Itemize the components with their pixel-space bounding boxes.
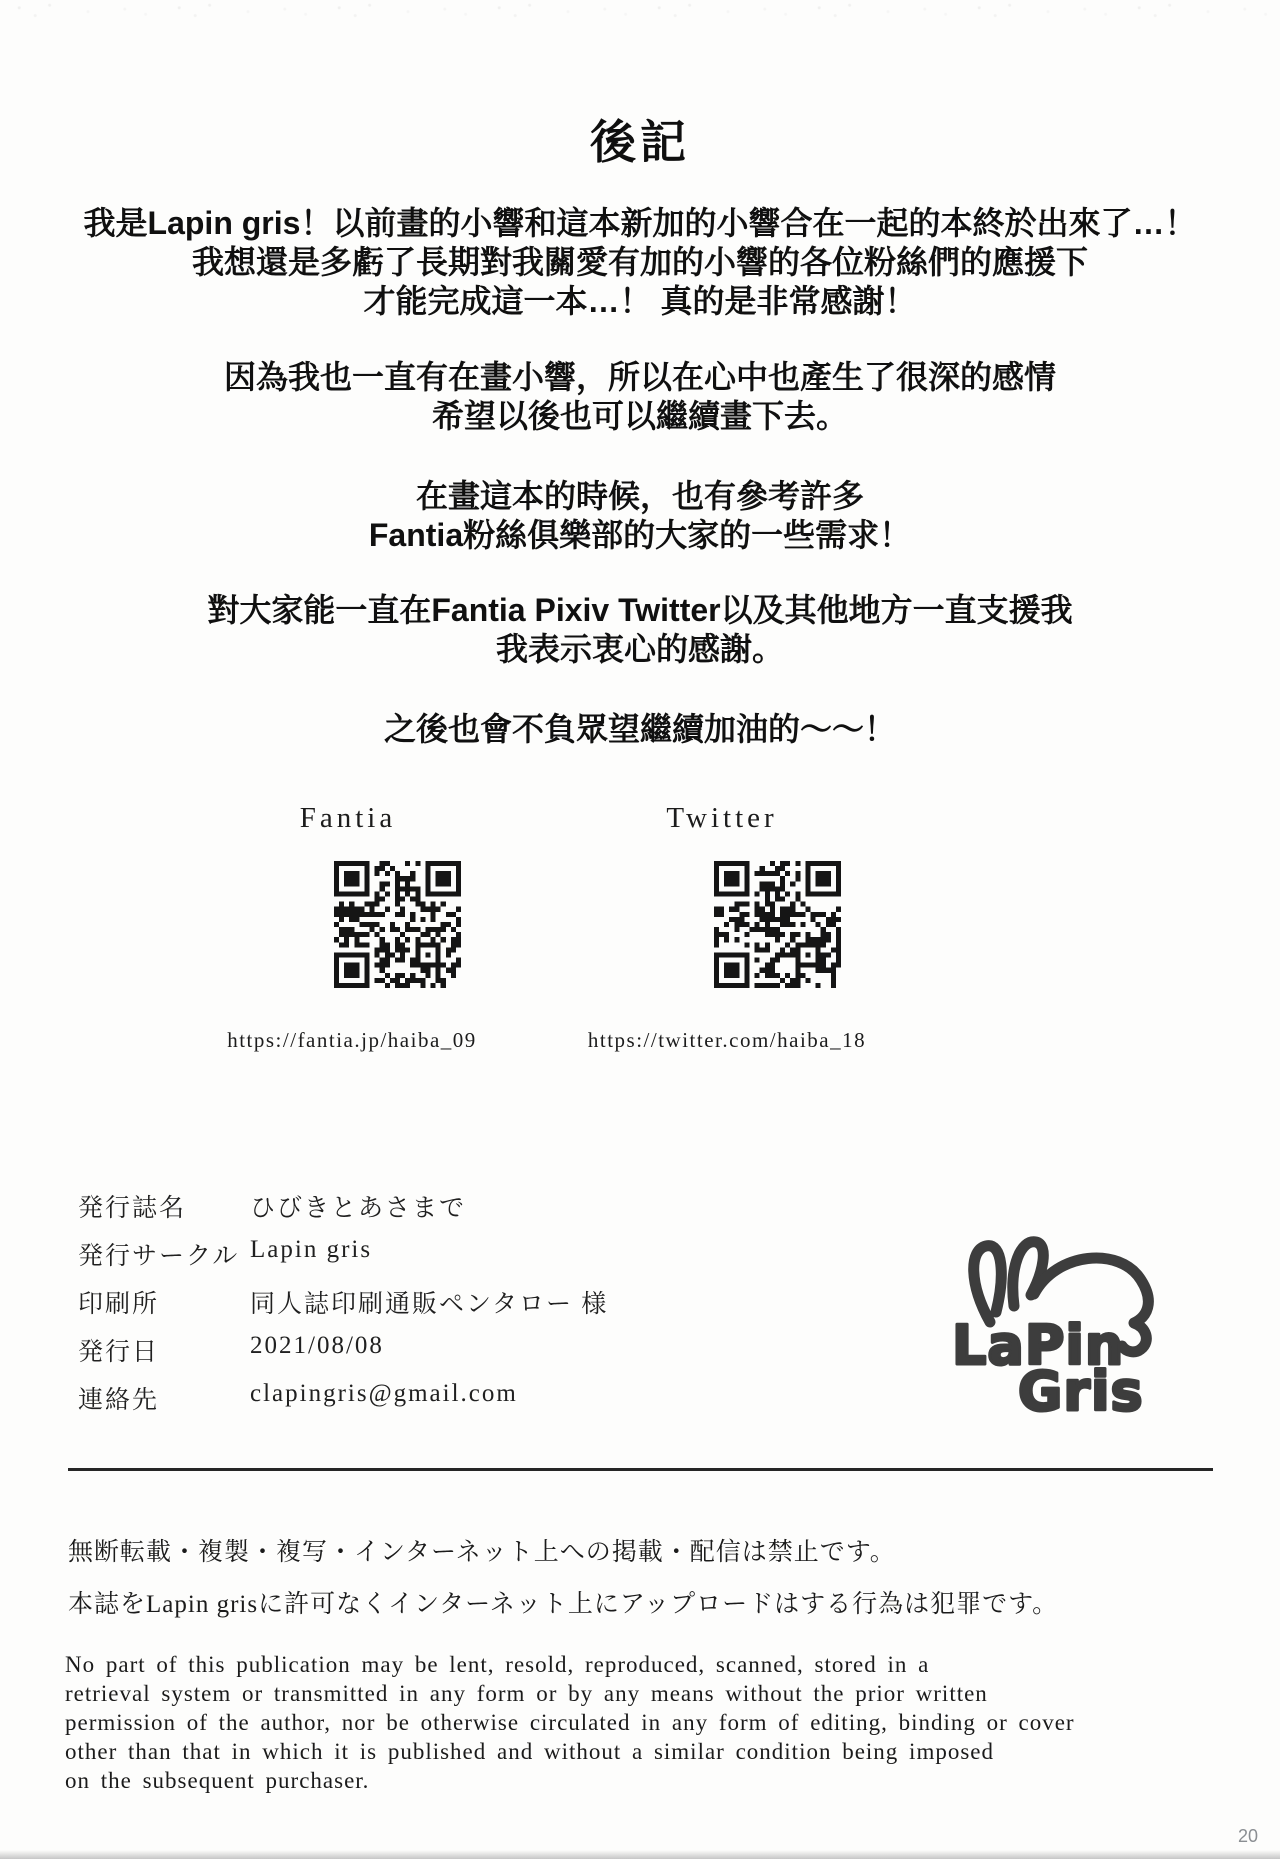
fantia-qr-code-icon [334,861,461,988]
afterword-line: 我表示衷心的感謝。 [495,631,784,667]
scan-edge-artifact [0,1850,1280,1859]
afterword-line: 之後也會不負眾望繼續加油的～～！ [383,711,896,747]
afterword-line: 在畫這本的時候，也有參考許多 [415,478,864,514]
afterword-paragraph [0,358,1280,436]
afterword-paragraph [0,204,1280,321]
rabbit-ears-icon [974,1242,1044,1322]
twitter-qr-code-icon [714,861,841,988]
legal-en-line: on the subsequent purchaser. [65,1768,370,1793]
logo-text-top: LaPin [952,1314,1125,1377]
page-number: 20 [1238,1826,1259,1846]
page-title: 後記 [590,116,690,168]
colophon-label: 発行サークル [78,1243,240,1270]
scan-noise-artifact [0,0,1280,26]
twitter-url: https://twitter.com/haiba_18 [587,1028,867,1052]
fantia-label: Fantia [299,802,397,834]
afterword-line: Fantia粉絲俱樂部的大家的一些需求！ [368,517,912,553]
colophon-value: clapingris@gmail.com [250,1380,518,1407]
colophon-value: Lapin gris [250,1236,373,1263]
afterword-line: 我是Lapin gris！以前畫的小響和這本新加的小響合在一起的本終於出來了…！ [83,205,1197,241]
afterword-line: 我想還是多虧了長期對我關愛有加的小響的各位粉絲們的應援下 [191,244,1088,280]
fantia-url: https://fantia.jp/haiba_09 [227,1028,477,1052]
colophon-label: 発行日 [78,1339,160,1366]
afterword-line: 因為我也一直有在畫小響，所以在心中也產生了很深的感情 [223,359,1056,395]
afterword-line: 才能完成這一本…！ 真的是非常感謝！ [363,283,917,319]
legal-en-line: permission of the author, nor be otherwise circulated in any form of editing, binding or cover [65,1710,1075,1735]
lapin-gris-logo [948,1232,1188,1420]
legal-jp-line: 本誌をLapin grisに許可なくインターネット上にアップロードはする行為は犯罪です。 [68,1591,1059,1618]
afterword-paragraph [0,477,1280,555]
colophon-label: 連絡先 [78,1387,160,1414]
colophon-row [0,1188,1280,1220]
logo-text-bottom: Gris [1018,1360,1144,1420]
legal-en-line: No part of this publication may be lent, resold, reproduced, scanned, stored in a [65,1652,930,1677]
colophon-value: 2021/08/08 [250,1332,384,1359]
divider-line [68,1468,1213,1471]
legal-en-line: other than that in which it is published and without a similar condition being imposed [65,1739,994,1764]
twitter-label: Twitter [666,802,778,834]
colophon-value: 同人誌印刷通販ペンタロー 様 [250,1291,609,1318]
afterword-line: 希望以後也可以繼續畫下去。 [431,398,848,434]
legal-jp-line: 無断転載・複製・複写・インターネット上への掲載・配信は禁止です。 [68,1539,896,1566]
afterword-paragraph [0,710,1280,749]
legal-en-line: retrieval system or transmitted in any form or by any means without the prior written [65,1681,988,1706]
legal-en-paragraph [65,1650,1215,1795]
colophon-value: ひびきとあさまで [250,1195,467,1222]
afterword-line: 對大家能一直在Fantia Pixiv Twitter以及其他地方一直支援我 [207,592,1073,628]
colophon-label: 発行誌名 [78,1195,187,1222]
afterword-paragraph [0,591,1280,669]
colophon-label: 印刷所 [78,1291,160,1318]
